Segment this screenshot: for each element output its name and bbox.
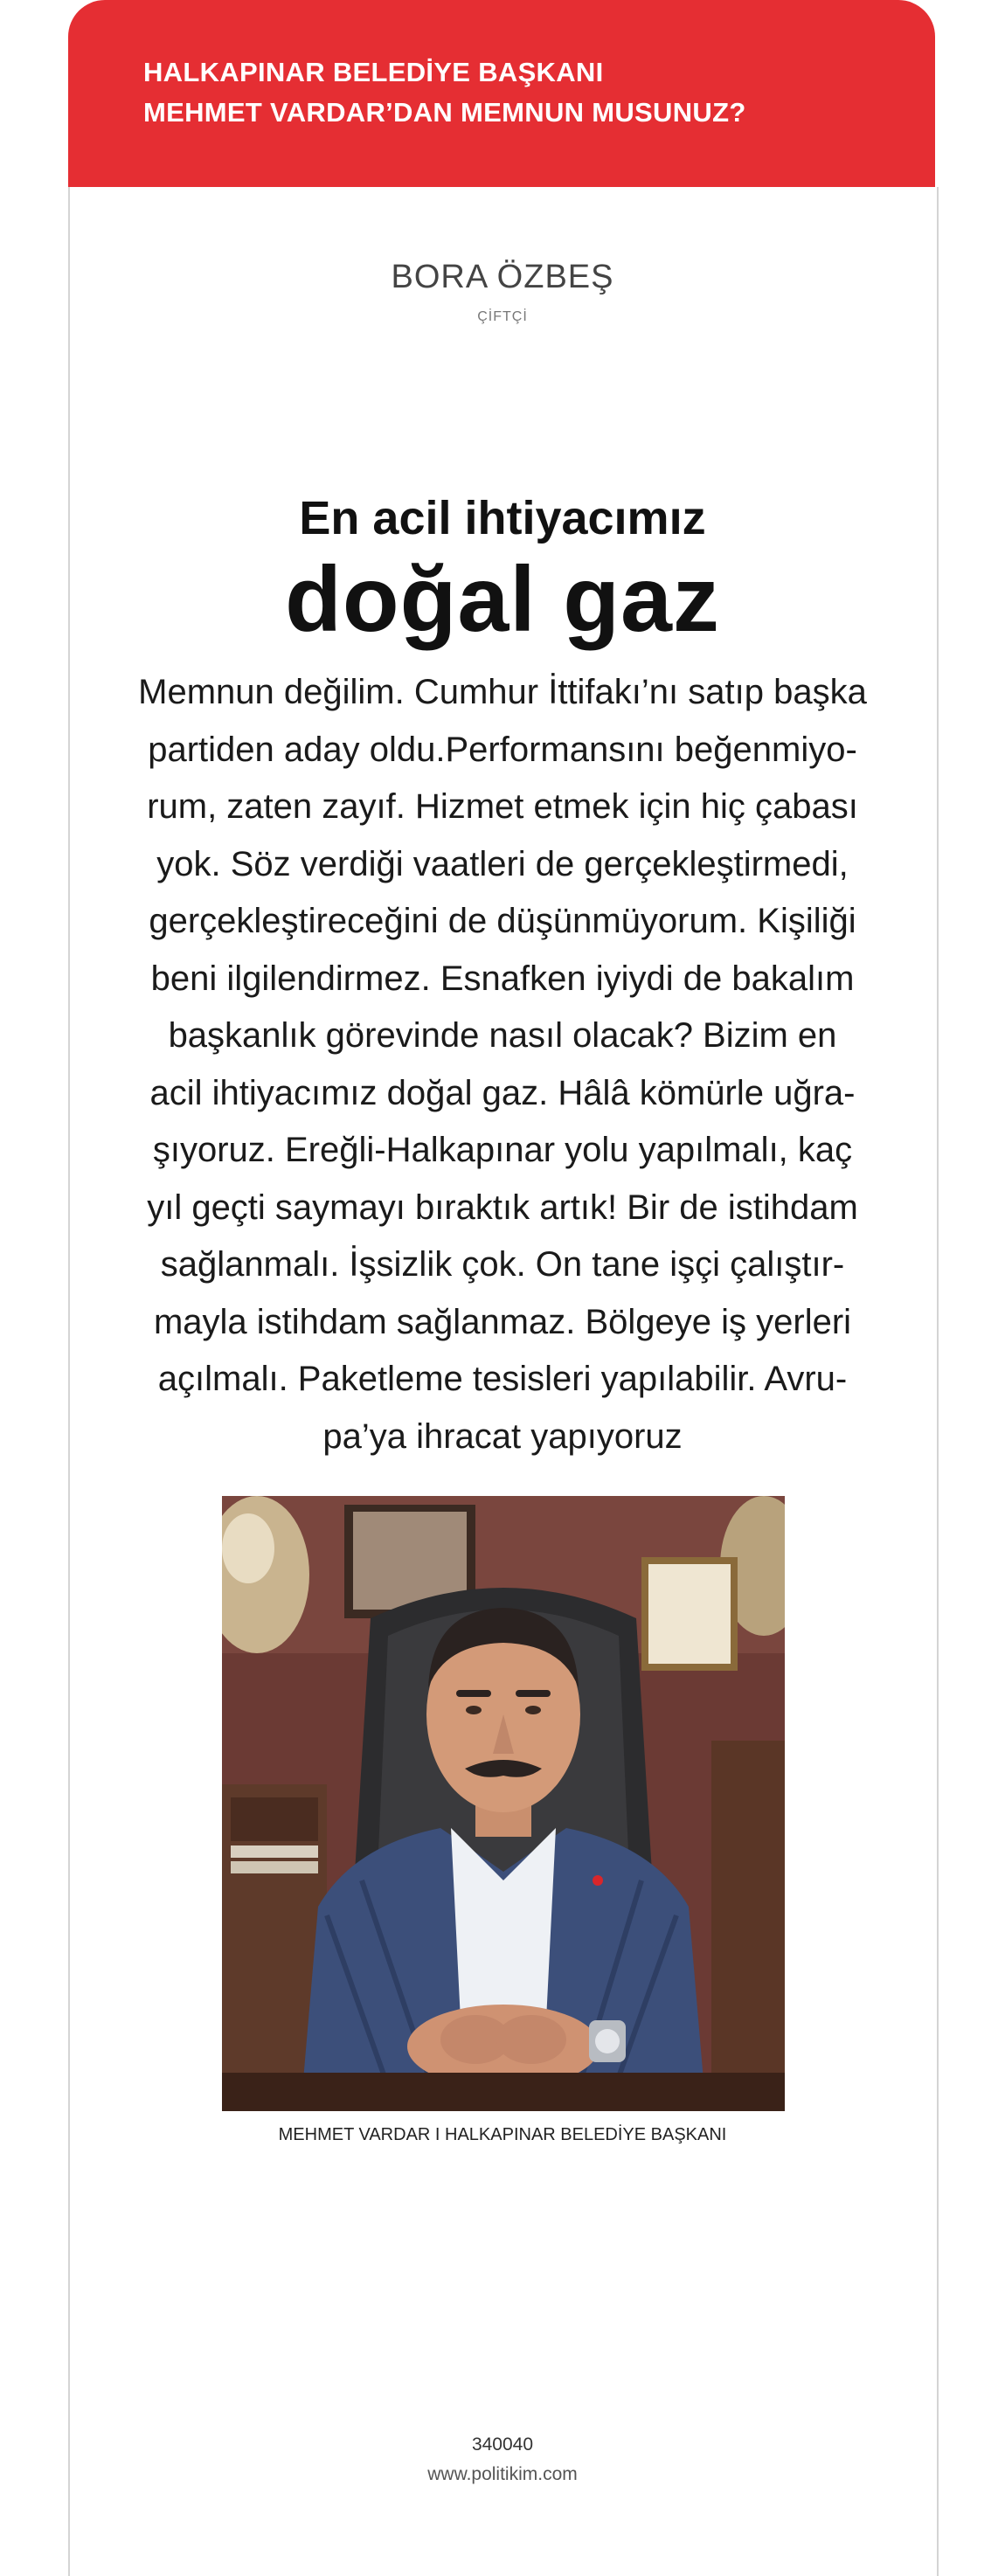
- body-line: acil ihtiyacımız doğal gaz. Hâlâ kömürle uğra-: [149, 1073, 856, 1112]
- body-line: gerçekleştireceğini de düşünmüyorum. Kişiliği: [149, 902, 856, 940]
- portrait-photo: [222, 1496, 785, 2111]
- body-line: yıl geçti saymayı bıraktık artık! Bir de istihdam: [147, 1188, 858, 1227]
- body-line: mayla istihdam sağlanmaz. Bölgeye iş yerleri: [153, 1302, 852, 1341]
- headline-main: doğal gaz: [285, 548, 720, 651]
- body-line: partiden aday oldu.Performansını beğenmiyo-: [148, 730, 857, 769]
- body-line: beni ilgilendirmez. Esnafken iyiydi de bakalım: [150, 959, 855, 998]
- article-body: [122, 664, 883, 1465]
- banner-title-line-1: HALKAPINAR BELEDİYE BAŞKANI: [143, 57, 604, 87]
- headline-kicker: En acil ihtiyacımız: [299, 492, 706, 544]
- body-line: pa’ya ihracat yapıyoruz: [322, 1416, 683, 1456]
- body-line: başkanlık görevinde nasıl olacak? Bizim en: [168, 1016, 837, 1055]
- body-line: açılmalı. Paketleme tesisleri yapılabilir. Avru-: [157, 1360, 848, 1398]
- banner-title-line-2: MEHMET VARDAR’DAN MEMNUN MUSUNUZ?: [143, 97, 746, 128]
- frame-right-border: [937, 187, 939, 2576]
- title-banner: [68, 0, 935, 187]
- body-line: şıyoruz. Ereğli-Halkapınar yolu yapılmalı, kaç: [152, 1131, 853, 1169]
- author-name: BORA ÖZBEŞ: [391, 259, 614, 295]
- body-line: Memnun değilim. Cumhur İttifakı’nı satıp başka: [138, 673, 867, 711]
- portrait-illustration: [222, 1496, 785, 2111]
- footer-code: 340040: [471, 2434, 534, 2455]
- body-line: sağlanmalı. İşsizlik çok. On tane işçi çalıştır-: [160, 1245, 845, 1284]
- body-line: rum, zaten zayıf. Hizmet etmek için hiç çabası: [147, 787, 858, 826]
- frame-left-border: [68, 187, 70, 2576]
- photo-caption: MEHMET VARDAR I HALKAPINAR BELEDİYE BAŞKANI: [278, 2125, 727, 2144]
- footer-website: www.politikim.com: [427, 2464, 578, 2484]
- author-role: ÇİFTÇİ: [477, 309, 528, 324]
- body-line: yok. Söz verdiği vaatleri de gerçekleştirmedi,: [156, 844, 849, 883]
